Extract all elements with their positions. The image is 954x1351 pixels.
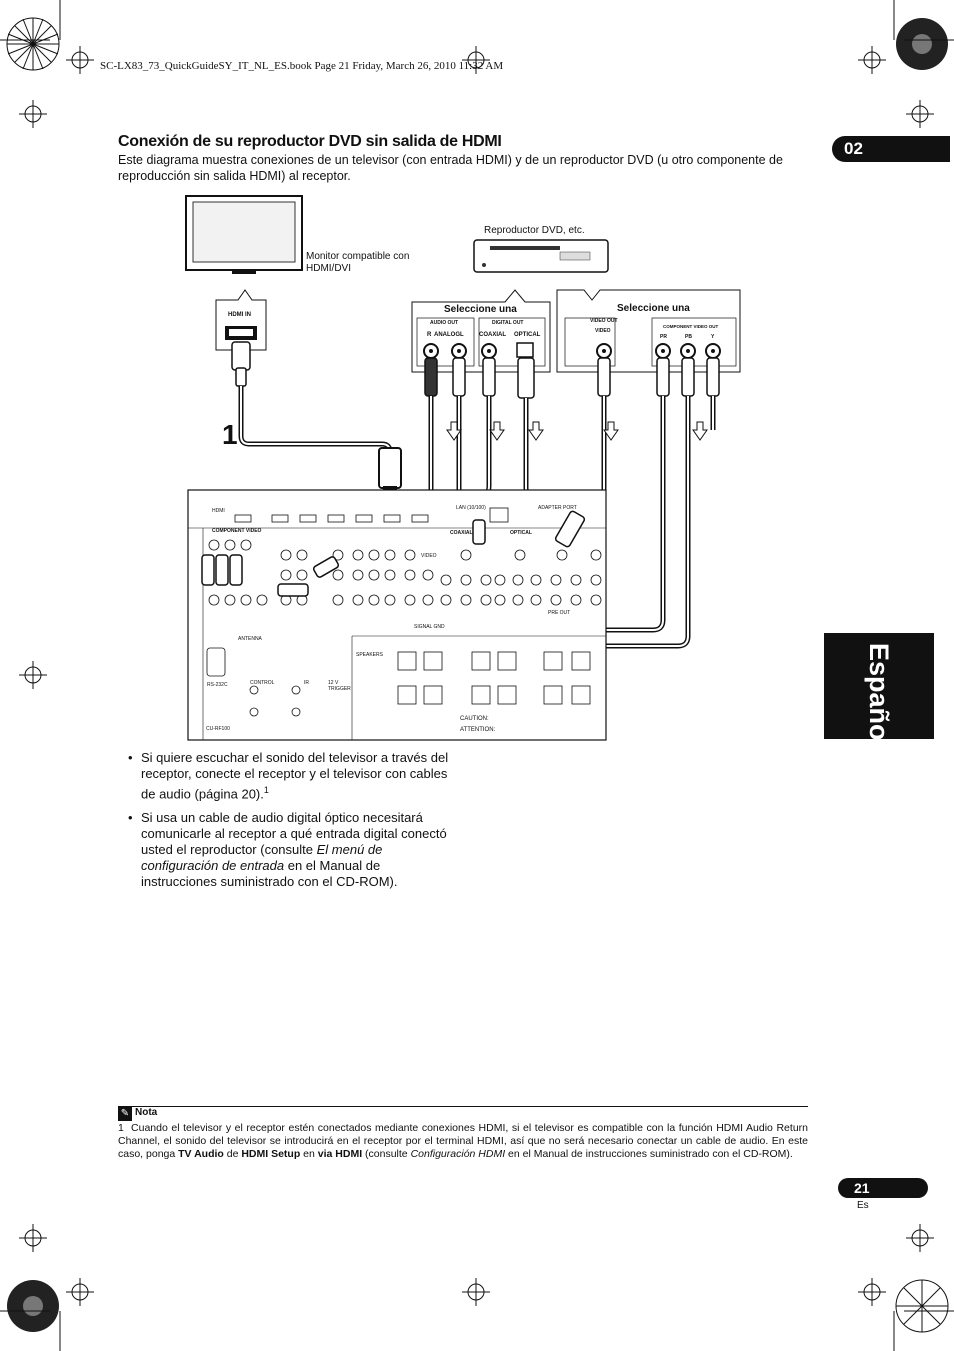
optical-label: OPTICAL	[514, 332, 541, 338]
rcv-lan: LAN (10/100)	[456, 505, 486, 511]
pencil-icon: ✎	[118, 1107, 132, 1121]
rcv-ir: IR	[304, 680, 309, 686]
language-tab-label: Español	[864, 643, 894, 749]
digital-out-label: DIGITAL OUT	[492, 320, 524, 326]
page-number: 21	[838, 1178, 928, 1198]
hdmi-in-label: HDMI IN	[228, 312, 251, 318]
chapter-tab: 02	[832, 136, 950, 162]
note-text	[118, 1122, 808, 1161]
page-language: Es	[857, 1200, 869, 1211]
pb-label: PB	[685, 334, 692, 340]
dvd-player-icon	[474, 240, 608, 272]
footnote-ref: 1	[263, 785, 269, 795]
note-bold: HDMI Setup	[241, 1148, 301, 1160]
note-label: Nota	[135, 1107, 158, 1118]
select-one-audio: Seleccione una	[444, 304, 517, 315]
note-text-part: de	[223, 1148, 242, 1160]
rcv-caution: CAUTION:	[460, 716, 489, 722]
coaxial-label: COAXIAL	[479, 332, 506, 338]
bullet-text: Si usa un cable de audio digital óptico necesitará comunicarle al receptor a qué entrada digital conectó usted el reproductor (consulte	[141, 810, 447, 858]
rcv-attention: ATTENTION:	[460, 727, 496, 733]
pr-label: PR	[660, 334, 667, 340]
note-text-part: (consulte	[362, 1148, 411, 1160]
rcv-cu-rf100: CU-RF100	[206, 726, 230, 732]
rcv-component-video: COMPONENT VIDEO	[212, 528, 262, 534]
note-text-part: en	[300, 1148, 318, 1160]
section-title: Conexión de su reproductor DVD sin salida de HDMI	[118, 133, 502, 150]
video-out-label: VIDEO OUT	[590, 318, 618, 324]
bullet-italic: El menú de configuración de entrada	[141, 842, 383, 874]
bullet-text-end: en el Manual de instrucciones suministrado con el CD-ROM).	[141, 858, 398, 890]
component-video-out-label: COMPONENT VIDEO OUT	[663, 324, 719, 329]
tv-icon	[186, 196, 302, 274]
rcv-rs232c: RS-232C	[207, 682, 228, 688]
file-header: SC-LX83_73_QuickGuideSY_IT_NL_ES.book Page 21 Friday, March 26, 2010 11:32 AM	[100, 60, 504, 72]
rcv-pre-out: PRE OUT	[548, 610, 571, 616]
r-label: R	[427, 332, 432, 338]
bullet-item	[128, 750, 458, 802]
dvd-label: Reproductor DVD, etc.	[484, 225, 585, 236]
video-label: VIDEO	[595, 328, 611, 334]
bullet-list	[128, 750, 458, 898]
rcv-trigger: 12 V TRIGGER	[328, 680, 351, 692]
note-text-part: Cuando el televisor y el receptor estén conectados mediante conexiones HDMI, si el televisor es compatible con la función HDMI Audio Return Channel, el sonido del televisor se introducirá en el receptor por el terminal HDMI, así que no será necesario conectar un cable de audio. En este caso, ponga	[118, 1122, 808, 1160]
step-number: 1	[222, 419, 238, 450]
intro-paragraph: Este diagrama muestra conexiones de un televisor (con entrada HDMI) y de un reproductor DVD (u otro componente de reproducción sin salida HDMI) al receptor.	[118, 153, 783, 183]
note-bold: via HDMI	[317, 1148, 363, 1160]
analog-label: ANALOG	[434, 332, 460, 338]
rcv-antenna: ANTENNA	[238, 636, 262, 642]
rcv-signal-gnd: SIGNAL GND	[414, 624, 445, 630]
tv-label: Monitor compatible con HDMI/DVI	[306, 251, 410, 274]
select-one-video: Seleccione una	[617, 303, 690, 314]
y-label: Y	[711, 334, 715, 340]
note-divider	[118, 1106, 808, 1107]
rcv-coaxial: COAXIAL	[450, 530, 473, 536]
rcv-video: VIDEO	[421, 553, 437, 559]
l-label: L	[460, 332, 464, 338]
rcv-hdmi: HDMI	[212, 508, 225, 514]
note-bold: TV Audio	[178, 1148, 224, 1160]
audio-out-label: AUDIO OUT	[430, 320, 459, 326]
rcv-optical: OPTICAL	[510, 530, 532, 536]
note-italic: Configuración HDMI	[410, 1148, 506, 1160]
note-number: 1	[118, 1122, 124, 1134]
bullet-text: Si quiere escuchar el sonido del televisor a través del receptor, conecte el receptor y el televisor con cables de audio (página 20).	[141, 750, 449, 802]
bullet-item	[128, 810, 458, 890]
note-text-part: en el Manual de instrucciones suministrado con el CD-ROM).	[505, 1148, 793, 1160]
rcv-control: CONTROL	[250, 680, 275, 686]
rcv-speakers: SPEAKERS	[356, 652, 383, 658]
rcv-adapter-port: ADAPTER PORT	[538, 505, 577, 511]
